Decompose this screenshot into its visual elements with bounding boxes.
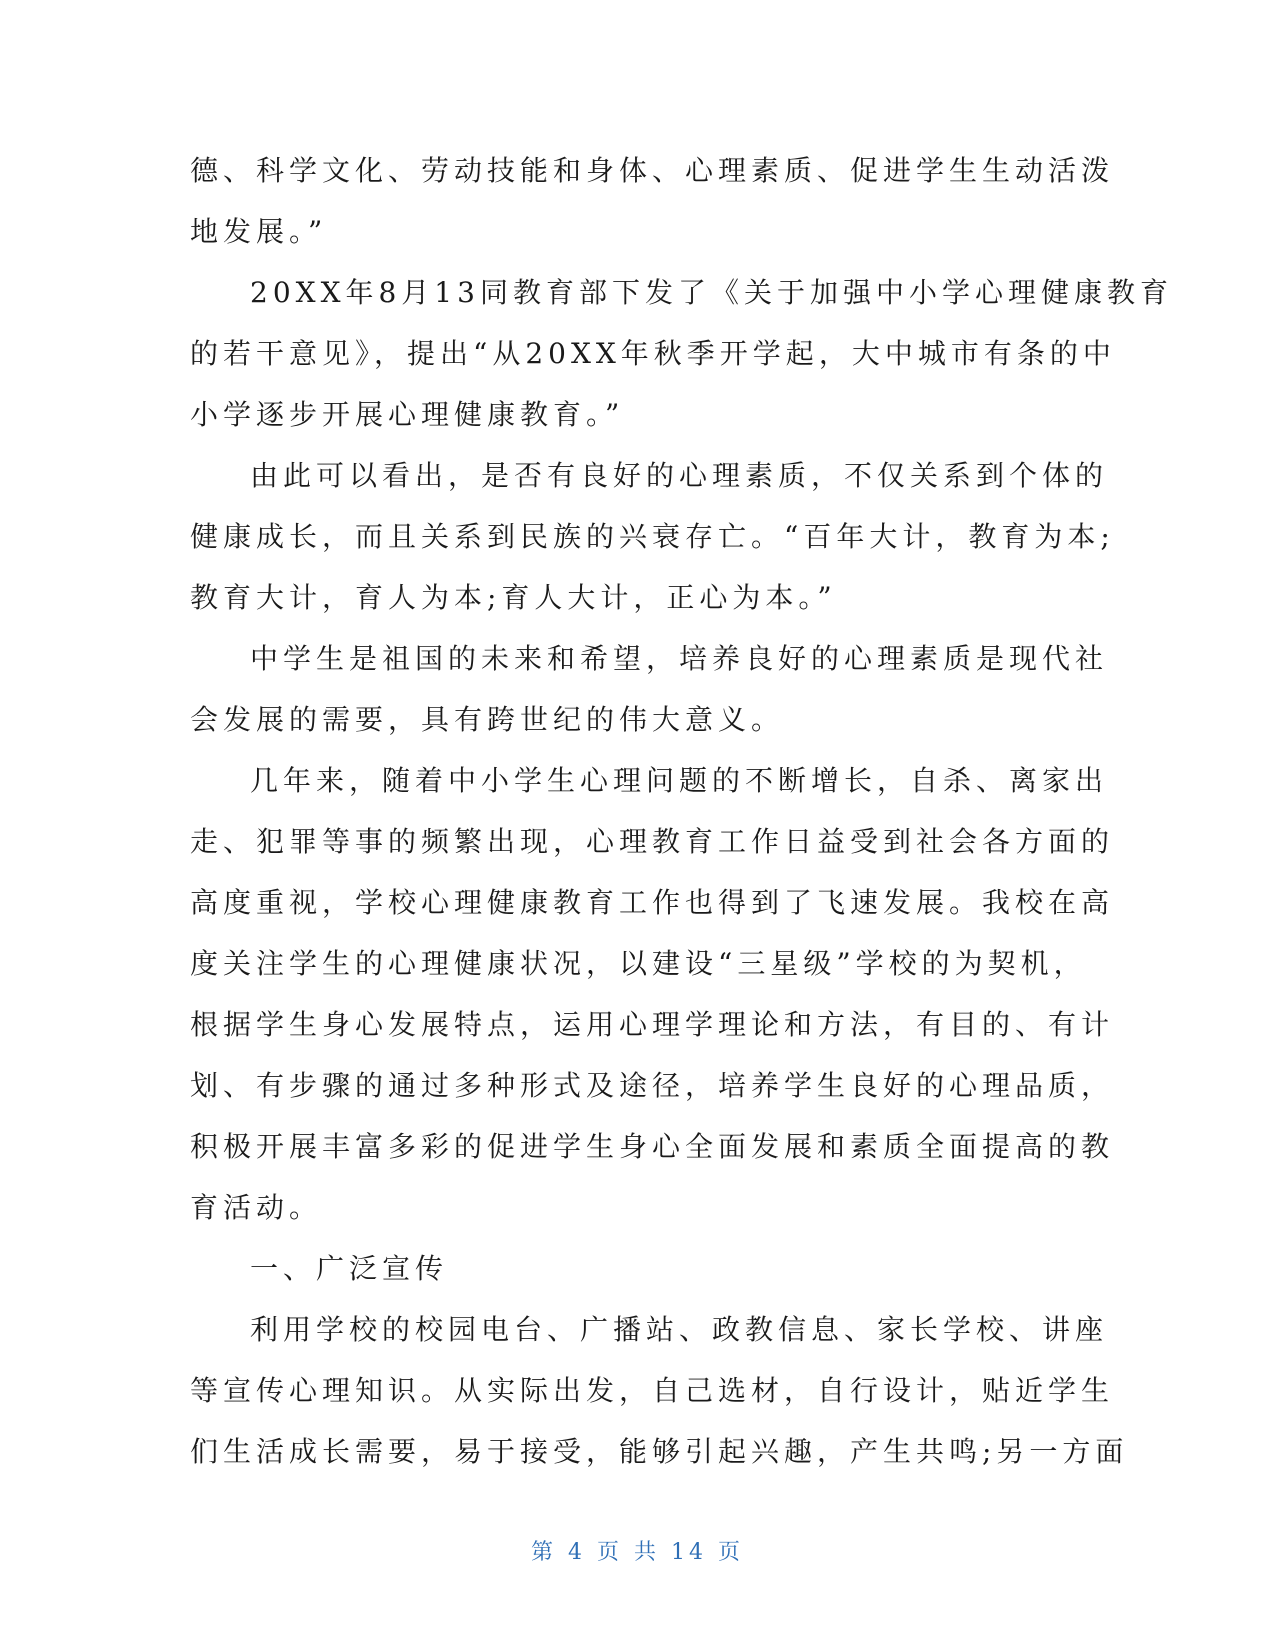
current-page-number: 4 — [568, 1540, 586, 1565]
paragraph-start-line: 中学生是祖国的未来和希望，培养良好的心理素质是现代社 — [250, 642, 1109, 675]
text-line: 教育大计，育人为本;育人大计，正心为本。” — [190, 581, 837, 614]
total-pages-number: 14 — [671, 1540, 707, 1565]
text-line: 的若干意见》，提出“从20XX年秋季开学起，大中城市有条的中 — [190, 337, 1116, 370]
paragraph-start-line: 利用学校的校园电台、广播站、政教信息、家长学校、讲座 — [250, 1313, 1109, 1346]
text-line: 划、有步骤的通过多种形式及途径，培养学生良好的心理品质， — [190, 1069, 1115, 1102]
footer-suffix: 页 — [718, 1540, 745, 1565]
text-line: 高度重视，学校心理健康教育工作也得到了飞速发展。我校在高 — [190, 886, 1115, 919]
text-line: 地发展。” — [190, 215, 328, 248]
paragraph-start-line: 由此可以看出，是否有良好的心理素质，不仅关系到个体的 — [250, 459, 1109, 492]
body-text — [190, 140, 1173, 1482]
footer-prefix: 第 — [530, 1540, 557, 1565]
paragraph-start-line: 20XX年8月13同教育部下发了《关于加强中小学心理健康教育 — [250, 276, 1173, 309]
text-line: 会发展的需要，具有跨世纪的伟大意义。 — [190, 703, 785, 736]
footer-mid: 页 共 — [597, 1540, 660, 1565]
section-heading: 一、广泛宣传 — [250, 1252, 449, 1285]
text-line: 走、犯罪等事的频繁出现，心理教育工作日益受到社会各方面的 — [190, 825, 1115, 858]
text-line: 育活动。 — [190, 1191, 323, 1224]
text-line: 小学逐步开展心理健康教育。” — [190, 398, 625, 431]
text-line: 健康成长，而且关系到民族的兴衰存亡。“百年大计，教育为本; — [190, 520, 1115, 553]
text-line: 等宣传心理知识。从实际出发，自己选材，自行设计，贴近学生 — [190, 1374, 1115, 1407]
text-line: 积极开展丰富多彩的促进学生身心全面发展和素质全面提高的教 — [190, 1130, 1115, 1163]
text-line: 德、科学文化、劳动技能和身体、心理素质、促进学生生动活泼 — [190, 154, 1115, 187]
page-footer — [0, 1535, 1275, 1566]
paragraph-start-line: 几年来，随着中小学生心理问题的不断增长，自杀、离家出 — [250, 764, 1109, 797]
text-line: 根据学生身心发展特点，运用心理学理论和方法，有目的、有计 — [190, 1008, 1115, 1041]
text-line: 们生活成长需要，易于接受，能够引起兴趣，产生共鸣;另一方面 — [190, 1435, 1129, 1468]
text-line: 度关注学生的心理健康状况，以建设“三星级”学校的为契机， — [190, 947, 1087, 980]
